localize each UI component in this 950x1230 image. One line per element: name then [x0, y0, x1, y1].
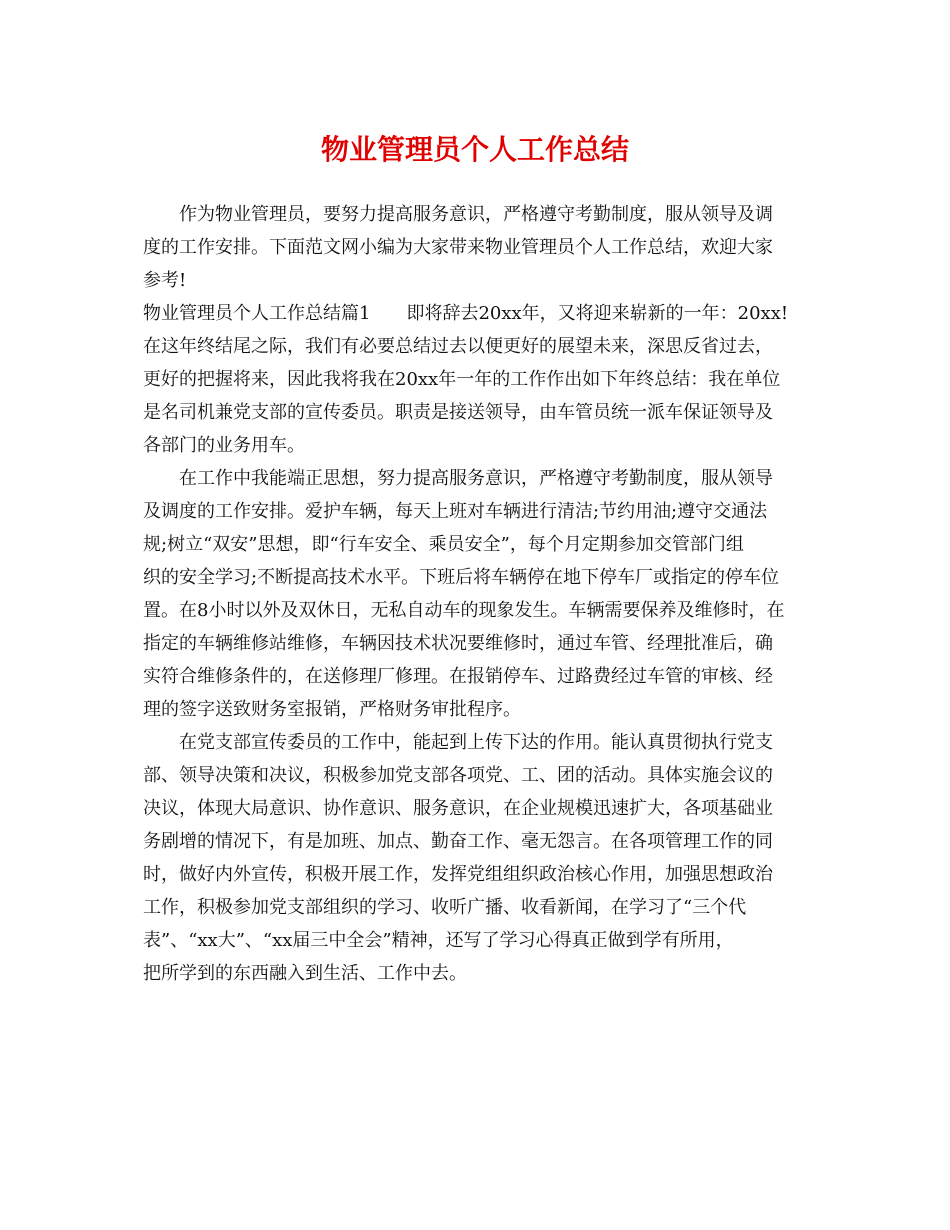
text-line: 织的安全学习;不断提高技术水平。下班后将车辆停在地下停车厂或指定的停车位 — [143, 567, 780, 588]
text-line: 在这年终结尾之际，我们有必要总结过去以便更好的展望未来，深思反省过去， — [143, 336, 773, 357]
text-line: 作为物业管理员，要努力提高服务意识，严格遵守考勤制度，服从领导及调 — [179, 204, 773, 225]
document-title: 物业管理员个人工作总结 — [320, 133, 629, 166]
text-line: 时，做好内外宣传，积极开展工作，发挥党组组织政治核心作用，加强思想政治 — [143, 864, 773, 885]
text-line: 决议，体现大局意识、协作意识、服务意识，在企业规模迅速扩大，各项基础业 — [143, 798, 773, 819]
text-line: 置。在8小时以外及双休日，无私自动车的现象发生。车辆需要保养及维修时，在 — [143, 600, 785, 621]
text-line: 工作，积极参加党支部组织的学习、收听广播、收看新闻，在学习了“三个代 — [143, 897, 747, 918]
text-line: 物业管理员个人工作总结篇1 即将辞去20xx年，又将迎来崭新的一年：20xx! — [143, 303, 789, 324]
text-line: 在党支部宣传委员的工作中，能起到上传下达的作用。能认真贯彻执行党支 — [179, 732, 773, 753]
text-line: 务剧增的情况下，有是加班、加点、勤奋工作、毫无怨言。在各项管理工作的同 — [143, 831, 773, 852]
text-line: 参考! — [143, 270, 187, 291]
text-line: 指定的车辆维修站维修，车辆因技术状况要维修时，通过车管、经理批准后，确 — [143, 633, 773, 654]
text-line: 各部门的业务用车。 — [143, 435, 305, 456]
text-line: 度的工作安排。下面范文网小编为大家带来物业管理员个人工作总结，欢迎大家 — [143, 237, 773, 258]
text-line: 是名司机兼党支部的宣传委员。职责是接送领导，由车管员统一派车保证领导及 — [143, 402, 773, 423]
text-line: 部、领导决策和决议，积极参加党支部各项党、工、团的活动。具体实施会议的 — [143, 765, 773, 786]
text-line: 实符合维修条件的，在送修理厂修理。在报销停车、过路费经过车管的审核、经 — [143, 666, 773, 687]
text-line: 把所学到的东西融入到生活、工作中去。 — [143, 963, 467, 984]
document-body — [143, 198, 818, 990]
text-line: 表”、“xx大”、“xx届三中全会”精神，还写了学习心得真正做到学有所用， — [143, 930, 734, 951]
text-line: 及调度的工作安排。爱护车辆，每天上班对车辆进行清洁;节约用油;遵守交通法 — [143, 501, 768, 522]
text-line: 规;树立“双安”思想，即“行车安全、乘员安全”，每个月定期参加交管部门组 — [143, 534, 744, 555]
text-line: 在工作中我能端正思想，努力提高服务意识，严格遵守考勤制度，服从领导 — [179, 468, 773, 489]
text-line: 理的签字送致财务室报销，严格财务审批程序。 — [143, 699, 521, 720]
text-line: 更好的把握将来，因此我将我在20xx年一年的工作作出如下年终总结：我在单位 — [143, 369, 781, 390]
